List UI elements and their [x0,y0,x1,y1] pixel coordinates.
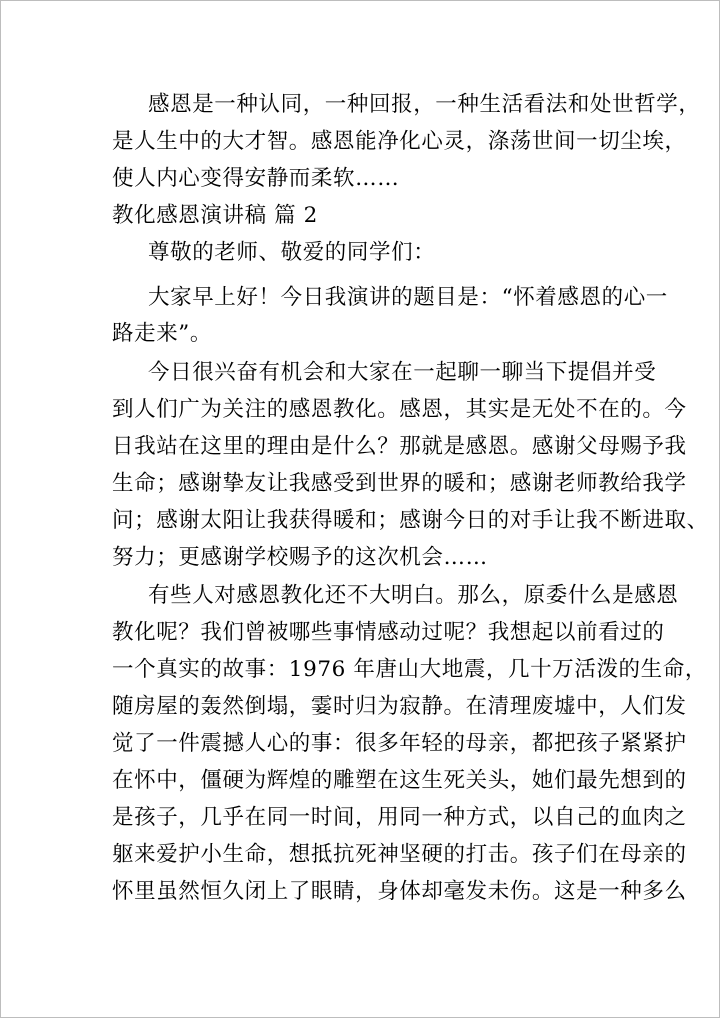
paragraph-line: 是孩子，几乎在同一时间，用同一种方式，以自己的血肉之 [112,805,687,830]
paragraph-line: 在怀中，僵硬为辉煌的雕塑在这生死关头，她们最先想到的 [112,768,687,793]
paragraph-line: 努力；更感谢学校赐予的这次机会…… [112,545,488,570]
intro-line: 是人生中的大才智。感恩能净化心灵，涤荡世间一切尘埃， [112,129,687,154]
paragraph-line: 教化呢？我们曾被哪些事情感动过呢？我想起以前看过的 [112,620,665,645]
intro-line: 使人内心变得安静而柔软…… [112,166,400,191]
paragraph-line: 觉了一件震撼人心的事：很多年轻的母亲，都把孩子紧紧护 [112,731,687,756]
paragraph-line: 一个真实的故事：1976 年唐山大地震，几十万活泼的生命， [112,657,707,682]
salutation: 尊敬的老师、敬爱的同学们： [148,240,436,265]
paragraph-line: 怀里虽然恒久闭上了眼睛，身体却毫发未伤。这是一种多么 [112,879,687,904]
paragraph-line: 躯来爱护小生命，想抵抗死神坚硬的打击。孩子们在母亲的 [112,842,687,867]
paragraph-line: 问；感谢太阳让我获得暖和；感谢今日的对手让我不断进取、 [112,508,709,533]
paragraph-line: 今日很兴奋有机会和大家在一起聊一聊当下提倡并受 [148,360,657,385]
section-title: 教化感恩演讲稿 篇 2 [112,203,318,228]
paragraph-line: 到人们广为关注的感恩教化。感恩，其实是无处不在的。今 [112,397,687,422]
intro-line: 感恩是一种认同，一种回报，一种生活看法和处世哲学， [148,92,701,117]
paragraph-line: 有些人对感恩教化还不大明白。那么，原委什么是感恩 [148,583,679,608]
paragraph-line: 大家早上好！今日我演讲的题目是：“怀着感恩的心一 [148,285,668,310]
paragraph-line: 随房屋的轰然倒塌，霎时归为寂静。在清理废墟中，人们发 [112,694,687,719]
paragraph-line: 路走来”。 [112,321,212,346]
paragraph-line: 生命；感谢挚友让我感受到世界的暖和；感谢老师教给我学 [112,471,687,496]
paragraph-line: 日我站在这里的理由是什么？那就是感恩。感谢父母赐予我 [112,434,687,459]
